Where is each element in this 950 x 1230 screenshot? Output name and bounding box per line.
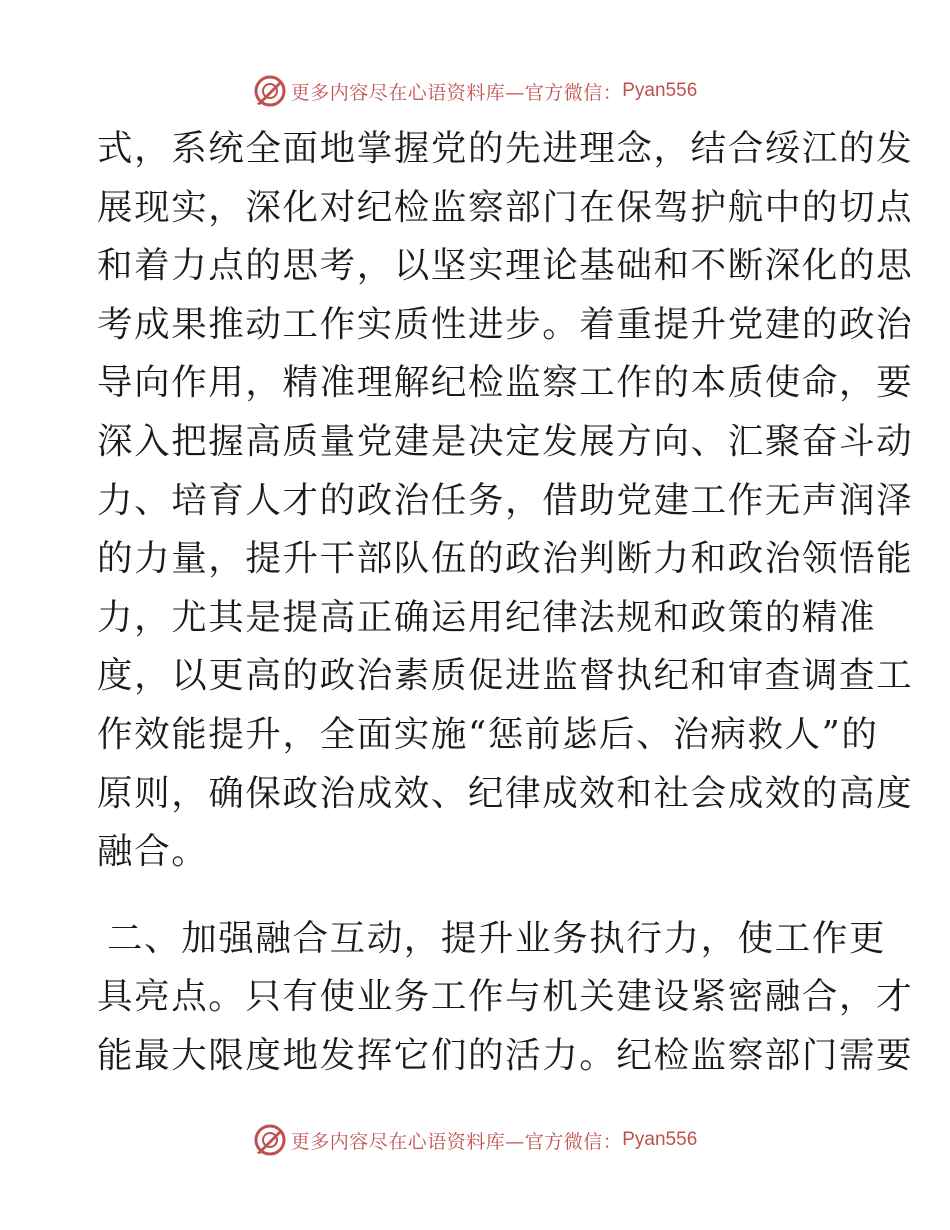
paragraph-line: 式，系统全面地掌握党的先进理念，结合绥江的发 (97, 128, 914, 169)
footer-banner-text: 更多内容尽在心语资料库—官方微信： (290, 1130, 623, 1153)
pen-logo-icon (253, 1123, 287, 1157)
paragraph-line: 考成果推动工作实质性进步。着重提升党建的政治 (97, 303, 914, 345)
paragraph-line: 度，以更高的政治素质促进监督执纪和审查调查工 (97, 655, 914, 697)
header-banner-handle: Pyan556 (622, 80, 698, 101)
paragraph-line: 原则，确保政治成效、纪律成效和社会成效的高度 (97, 772, 914, 814)
paragraph-line: 力、培育人才的政治任务，借助党建工作无声润泽 (97, 479, 914, 521)
paragraph-line: 深入把握高质量党建是决定发展方向、汇聚奋斗动 (97, 420, 914, 462)
footer-banner-handle: Pyan556 (622, 1129, 698, 1150)
paragraph-line: 的力量，提升干部队伍的政治判断力和政治领悟能 (97, 538, 914, 580)
header-banner (0, 71, 950, 111)
paragraph-line: 二、加强融合互动，提升业务执行力，使工作更 (107, 917, 887, 959)
paragraph-line: 具亮点。只有使业务工作与机关建设紧密融合，才 (97, 976, 914, 1018)
document-body (97, 120, 914, 1086)
paragraph-line: 和着力点的思考，以坚实理论基础和不断深化的思 (97, 245, 914, 287)
footer-banner (0, 1120, 950, 1160)
paragraph-1 (97, 120, 914, 882)
header-banner-text: 更多内容尽在心语资料库—官方微信： (290, 81, 623, 104)
pen-logo-icon (253, 74, 287, 108)
paragraph-line: 力，尤其是提高正确运用纪律法规和政策的精准 (97, 596, 877, 638)
paragraph-line: 导向作用，精准理解纪检监察工作的本质使命，要 (97, 362, 914, 404)
paragraph-2 (97, 910, 914, 1086)
paragraph-spacer (97, 882, 857, 910)
paragraph-line: 展现实，深化对纪检监察部门在保驾护航中的切点 (97, 186, 914, 228)
paragraph-line: 融合。 (97, 831, 209, 873)
paragraph-line: 作效能提升，全面实施“惩前毖后、治病救人”的 (97, 713, 879, 755)
paragraph-line: 能最大限度地发挥它们的活力。纪检监察部门需要 (97, 1034, 914, 1076)
